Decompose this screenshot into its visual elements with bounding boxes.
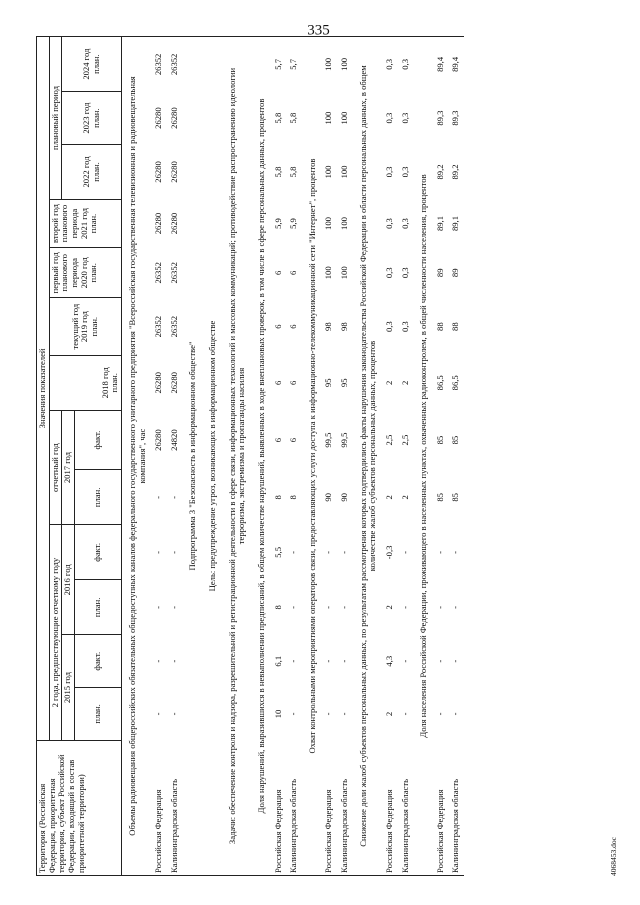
value-cell: 26280 [153, 372, 164, 394]
value-cell: - [153, 550, 164, 554]
value-cell: 6 [288, 437, 299, 443]
value-cell: - [153, 712, 164, 716]
section-title-row [202, 37, 222, 876]
value-cell: 89,3 [434, 110, 445, 126]
value-cell: 26352 [168, 315, 179, 338]
table-row [398, 37, 414, 876]
value-cell: 26280 [153, 161, 164, 183]
page-number: 335 [307, 22, 330, 39]
value-cell: 5,7 [271, 37, 287, 92]
value-cell: 98 [339, 322, 349, 331]
indicators-table [36, 36, 464, 876]
value-cell: 0,3 [383, 218, 394, 229]
value-cell: - [339, 605, 349, 609]
value-cell: - [450, 605, 461, 609]
value-cell: 100 [323, 111, 334, 125]
value-cell: - [288, 550, 299, 554]
plan-header: план. [74, 688, 121, 741]
value-cell: 26352 [153, 262, 164, 284]
table-row [321, 37, 337, 876]
territory-name: Российская Федерация [433, 740, 449, 875]
year-2017-header: 2017 год [62, 410, 75, 525]
value-cell: 6 [272, 380, 283, 385]
year-2024-header: 2024 год план. [62, 37, 122, 92]
value-cell: 2,5 [383, 434, 394, 446]
value-cell: 2 [399, 380, 410, 385]
value-cell: 5,8 [288, 112, 299, 124]
value-cell: - [399, 550, 410, 554]
value-cell: - [288, 605, 299, 609]
territory-name: Российская Федерация [151, 740, 167, 875]
value-cell: 0,3 [399, 166, 410, 178]
value-cell: 5,5 [272, 547, 283, 558]
value-cell: 0,3 [383, 112, 394, 124]
value-cell: - [323, 605, 334, 609]
section-title: Снижение доли жалоб субъектов персональных данных, по результатам рассмотрения которых подтвердились факты нарушения законодательства Российской Федерации в области персональных данных, в общем количестве жалоб субъектов персональных данных, процентов [353, 37, 382, 876]
value-cell: 90 [339, 493, 349, 502]
value-cell: 2 [383, 711, 394, 717]
territory-name: Российская Федерация [321, 740, 337, 875]
value-cell: 89,3 [450, 110, 461, 126]
value-cell: 95 [323, 378, 334, 388]
table-row [433, 37, 449, 876]
territory-name: Калининградская область [167, 740, 183, 875]
value-cell: 5,8 [272, 112, 283, 124]
value-cell: 89,1 [434, 216, 445, 232]
value-cell: 4,3 [383, 655, 394, 667]
value-cell: 86,5 [434, 375, 445, 391]
section-title-row [413, 37, 433, 876]
value-cell: - [450, 712, 461, 716]
section-title: Цель: предупреждение угроз, возникающих в информационном обществе [202, 37, 222, 876]
value-cell: 0,3 [399, 218, 410, 229]
table-body [121, 37, 464, 876]
year-2015-header: 2015 год [62, 635, 75, 740]
value-cell: 88 [450, 322, 461, 331]
value-cell: 100 [339, 111, 349, 125]
two-years-prior-header: 2 года, предшествующие отчетному году [49, 525, 62, 740]
value-cell: 100 [339, 217, 349, 230]
value-cell: 5,9 [288, 218, 299, 229]
value-cell: 0,3 [399, 112, 410, 124]
indicator-values-header: Значения показателей [37, 37, 50, 741]
value-cell: 85 [450, 435, 461, 445]
year-2018-header: 2018 год план. [49, 355, 121, 410]
value-cell: 24820 [168, 429, 179, 451]
territory-header: Территория (Российская Федерация, приоритетная территория, субъект Российской Федерации, входящий в состав приоритетной территории) [37, 740, 122, 875]
value-cell: 5,7 [286, 37, 302, 92]
value-cell: - [399, 659, 410, 663]
value-cell: - [168, 550, 179, 554]
value-cell: 89 [450, 268, 461, 278]
table-row [151, 37, 167, 876]
value-cell: 100 [339, 165, 349, 179]
value-cell: 85 [434, 493, 445, 502]
file-name: 4068453.doc [609, 837, 618, 876]
value-cell: 26280 [153, 429, 164, 451]
value-cell: 8 [272, 605, 283, 610]
value-cell: 5,8 [272, 166, 283, 178]
section-title-row [222, 37, 251, 876]
value-cell: 26352 [168, 262, 179, 284]
value-cell: 0,3 [399, 321, 410, 333]
value-cell: 8 [288, 495, 299, 500]
value-cell: 8 [272, 495, 283, 500]
value-cell: - [339, 550, 349, 554]
value-cell: 5,9 [272, 218, 283, 229]
value-cell: 26352 [153, 315, 164, 338]
value-cell: 89,4 [433, 37, 449, 92]
value-cell: - [153, 659, 164, 663]
section-title-row [353, 37, 382, 876]
plan-header: план. [74, 470, 121, 525]
value-cell: - [323, 550, 334, 554]
value-cell: 26352 [167, 37, 183, 92]
value-cell: 5,8 [288, 166, 299, 178]
value-cell: - [168, 605, 179, 609]
value-cell: 89,2 [434, 164, 445, 180]
year-2016-header: 2016 год [62, 525, 75, 635]
table-row [448, 37, 464, 876]
section-title-row [182, 37, 202, 876]
current-year-header: текущий год 2019 год план. [49, 298, 121, 355]
value-cell: 10 [272, 709, 283, 719]
first-year-header: первый год планового периода 2020 год план. [49, 248, 121, 298]
second-year-header: второй год планового периода 2021 год план. [49, 199, 121, 247]
value-cell: - [434, 605, 445, 609]
value-cell: 6 [272, 437, 283, 443]
value-cell: 2 [399, 495, 410, 500]
value-cell: 26280 [168, 107, 179, 129]
value-cell: - [168, 659, 179, 663]
value-cell: 89,4 [448, 37, 464, 92]
value-cell: - [434, 659, 445, 663]
value-cell: 6,1 [272, 655, 283, 667]
table-row [337, 37, 353, 876]
section-title: Доля нарушений, выразившихся в невыполнении предписаний, в общем количестве нарушений, выявленных в ходе внеплановых проверок, в том числе в сфере персональных данных, процентов [251, 37, 271, 876]
planned-period-header: плановый период [49, 37, 62, 200]
value-cell: 26280 [153, 212, 164, 235]
value-cell: - [339, 712, 349, 716]
value-cell: 85 [450, 493, 461, 502]
value-cell: 0,3 [399, 267, 410, 279]
value-cell: - [153, 495, 164, 499]
value-cell: 100 [323, 217, 334, 230]
territory-name: Калининградская область [448, 740, 464, 875]
value-cell: 0,3 [382, 37, 398, 92]
value-cell: - [399, 605, 410, 609]
territory-name: Калининградская область [398, 740, 414, 875]
territory-name: Калининградская область [286, 740, 302, 875]
table-row [382, 37, 398, 876]
value-cell: -0,3 [383, 545, 394, 560]
value-cell: 26280 [153, 107, 164, 129]
year-2022-header: 2022 год план. [62, 144, 122, 199]
section-title-row [302, 37, 322, 876]
value-cell: - [288, 712, 299, 716]
value-cell: 6 [272, 270, 283, 275]
year-2023-header: 2023 год план. [62, 92, 122, 145]
table-row [167, 37, 183, 876]
value-cell: 85 [434, 435, 445, 445]
value-cell: 0,3 [383, 267, 394, 279]
value-cell: 6 [288, 324, 299, 329]
value-cell: 100 [339, 266, 349, 280]
section-title: Подпрограмма 3 "Безопасность в информационном обществе" [182, 37, 202, 876]
value-cell: - [168, 495, 179, 499]
territory-name: Российская Федерация [382, 740, 398, 875]
value-cell: 99,5 [323, 432, 334, 448]
value-cell: 89,1 [450, 216, 461, 232]
fact-header: факт. [74, 635, 121, 688]
value-cell: 6 [272, 324, 283, 329]
value-cell: 89 [434, 268, 445, 278]
value-cell: 26280 [168, 212, 179, 235]
value-cell: - [434, 550, 445, 554]
value-cell: 100 [321, 37, 337, 92]
value-cell: 0,3 [383, 321, 394, 333]
value-cell: - [168, 712, 179, 716]
value-cell: - [434, 712, 445, 716]
section-title: Доля населения Российской Федерации, проживающего в населенных пунктах, охваченных радиоконтролем, в общей численности населения, процентов [413, 37, 433, 876]
value-cell: 98 [323, 322, 334, 331]
fact-header: факт. [74, 410, 121, 470]
value-cell: - [153, 605, 164, 609]
value-cell: - [323, 712, 334, 716]
value-cell: 26280 [168, 161, 179, 183]
value-cell: 2 [383, 380, 394, 385]
table-row [271, 37, 287, 876]
value-cell: 100 [323, 165, 334, 179]
value-cell: 86,5 [450, 375, 461, 391]
section-title: Задачи: обеспечение контроля и надзора, разрешительной и регистрационной деятельности в сфере связи, информационных технологий и массовых коммуникаций; противодействие распространению идеологии терроризма, экстремизма и пропаганды насилия [222, 37, 251, 876]
value-cell: 26352 [151, 37, 167, 92]
territory-name: Калининградская область [337, 740, 353, 875]
value-cell: - [323, 659, 334, 663]
value-cell: 26280 [168, 372, 179, 394]
table-row [286, 37, 302, 876]
value-cell: 89,2 [450, 164, 461, 180]
value-cell: - [399, 712, 410, 716]
value-cell: - [450, 550, 461, 554]
fact-header: факт. [74, 525, 121, 580]
value-cell: 95 [339, 378, 349, 388]
value-cell: - [339, 659, 349, 663]
value-cell: 100 [337, 37, 353, 92]
value-cell: 100 [323, 266, 334, 280]
value-cell: 2,5 [399, 434, 410, 446]
value-cell: 0,3 [383, 166, 394, 178]
value-cell: 2 [383, 605, 394, 610]
value-cell: 0,3 [398, 37, 414, 92]
value-cell: 6 [288, 380, 299, 385]
section-title-row [251, 37, 271, 876]
value-cell: 88 [434, 322, 445, 331]
value-cell: 99,5 [339, 432, 349, 448]
section-title-row [121, 37, 151, 876]
rotated-page [22, 20, 632, 880]
section-title: Охват контрольными мероприятиями операторов связи, предоставляющих услуги доступа к информационно-телекоммуникационной сети "Интернет", процентов [302, 37, 322, 876]
report-year-header: отчетный год [49, 410, 62, 525]
section-title: Объемы радиовещания общероссийских обязательных общедоступных каналов федерального государственного унитарного предприятия "Всероссийская государственная телевизионная и радиовещательная компания", час [121, 37, 151, 876]
value-cell: - [288, 659, 299, 663]
value-cell: 90 [323, 493, 334, 502]
value-cell: 6 [288, 270, 299, 275]
plan-header: план. [74, 580, 121, 635]
value-cell: - [450, 659, 461, 663]
value-cell: 2 [383, 495, 394, 500]
territory-name: Российская Федерация [271, 740, 287, 875]
